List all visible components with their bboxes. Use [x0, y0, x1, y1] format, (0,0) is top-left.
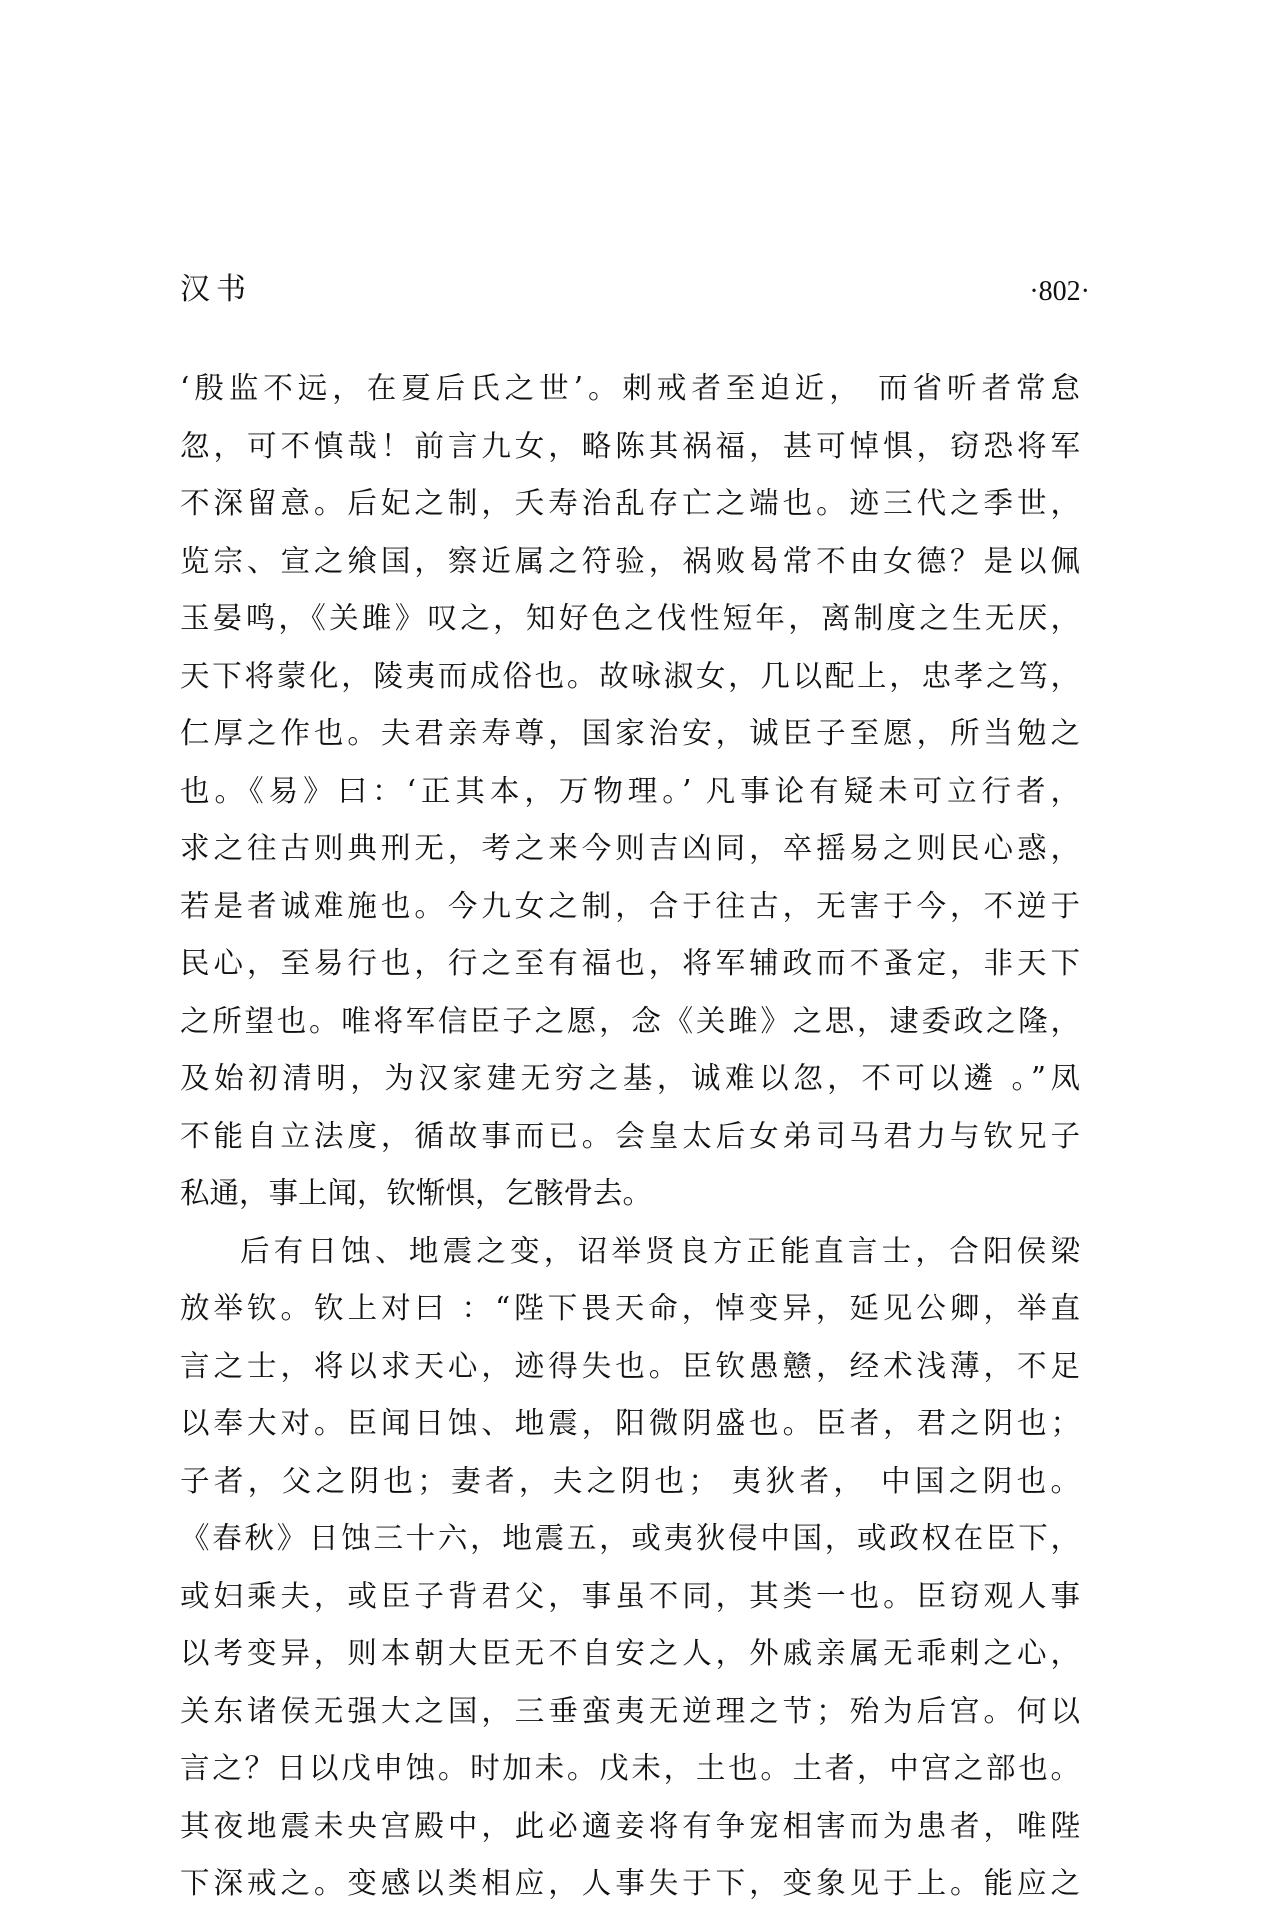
text-line: 《春秋》日蚀三十六，地震五，或夷狄侵中国，或政权在臣下，	[180, 1521, 1080, 1555]
text-line: 仁厚之作也。夫君亲寿尊，国家治安，诚臣子至愿，所当勉之	[180, 716, 1080, 750]
text-line: 若是者诚难施也。今九女之制，合于往古，无害于今，不逆于	[180, 888, 1080, 923]
text-line: 私通，事上闻，钦惭惧，乞骸骨去。	[180, 1176, 653, 1210]
text-line: 言之士，将以求天心，迹得失也。臣钦愚戆，经术浅薄，不足	[180, 1348, 1080, 1383]
text-line: 不能自立法度，循故事而已。会皇太后女弟司马君力与钦兄子	[180, 1118, 1080, 1153]
text-line: 览宗、宣之飨国，察近属之符验，祸败曷常不由女德？是以佩	[180, 543, 1080, 578]
text-line: 之所望也。唯将军信臣子之愿，念《关雎》之思，逮委政之隆，	[180, 1003, 1080, 1038]
text-line: 或妇乘夫，或臣子背君父，事虽不同，其类一也。臣窃观人事	[180, 1578, 1080, 1613]
text-line: ‘殷监不远，在夏后氏之世’。刺戒者至迫近， 而省听者常怠	[180, 371, 1080, 405]
text-line: 民心，至易行也，行之至有福也，将军辅政而不蚤定，非天下	[180, 946, 1080, 980]
text-line: 及始初清明，为汉家建无穷之基，诚难以忽，不可以遴 。”凤	[180, 1061, 1080, 1095]
paragraph-1	[180, 360, 1080, 1223]
text-line: 以奉大对。臣闻日蚀、地震，阳微阴盛也。臣者，君之阴也；	[180, 1406, 1080, 1440]
running-title: 汉书	[180, 272, 252, 307]
text-line: 不深留意。后妃之制，夭寿治乱存亡之端也。迹三代之季世，	[180, 486, 1080, 520]
text-line: 玉晏鸣，《关雎》叹之，知好色之伐性短年，离制度之生无厌，	[180, 601, 1080, 635]
text-line: 以考变异，则本朝大臣无不自安之人，外戚亲属无乖剌之心，	[180, 1636, 1080, 1670]
text-line: 子者，父之阴也；妻者，夫之阴也； 夷狄者， 中国之阴也。	[180, 1463, 1080, 1498]
text-line: 放举钦。钦上对曰 ：“陛下畏天命，悼变异，延见公卿，举直	[180, 1291, 1080, 1325]
text-line: 求之往古则典刑无，考之来今则吉凶同，卒摇易之则民心惑，	[180, 831, 1080, 865]
text-line: 忽，可不慎哉！前言九女，略陈其祸福，甚可悼惧，窃恐将军	[180, 428, 1080, 463]
text-line: 天下将蒙化，陵夷而成俗也。故咏淑女，几以配上，忠孝之笃，	[180, 658, 1080, 693]
paragraph-2	[180, 1223, 1080, 1913]
text-line: 后有日蚀、地震之变，诏举贤良方正能直言士，合阳侯梁	[240, 1233, 1080, 1268]
page-number: ·802·	[1029, 276, 1090, 307]
body-text	[180, 360, 1080, 1913]
text-line: 关东诸侯无强大之国，三垂蛮夷无逆理之节；殆为后宫。何以	[180, 1693, 1080, 1728]
text-line: 下深戒之。变感以类相应，人事失于下，变象见于上。能应之	[180, 1866, 1080, 1900]
text-line: 也。《易》曰：‘正其本，万物理。’ 凡事论有疑未可立行者，	[180, 773, 1080, 808]
text-line: 言之？日以戊申蚀。时加未。戊未，土也。土者，中宫之部也。	[180, 1751, 1080, 1785]
text-line: 其夜地震未央宫殿中，此必適妾将有争宠相害而为患者，唯陛	[180, 1808, 1080, 1843]
